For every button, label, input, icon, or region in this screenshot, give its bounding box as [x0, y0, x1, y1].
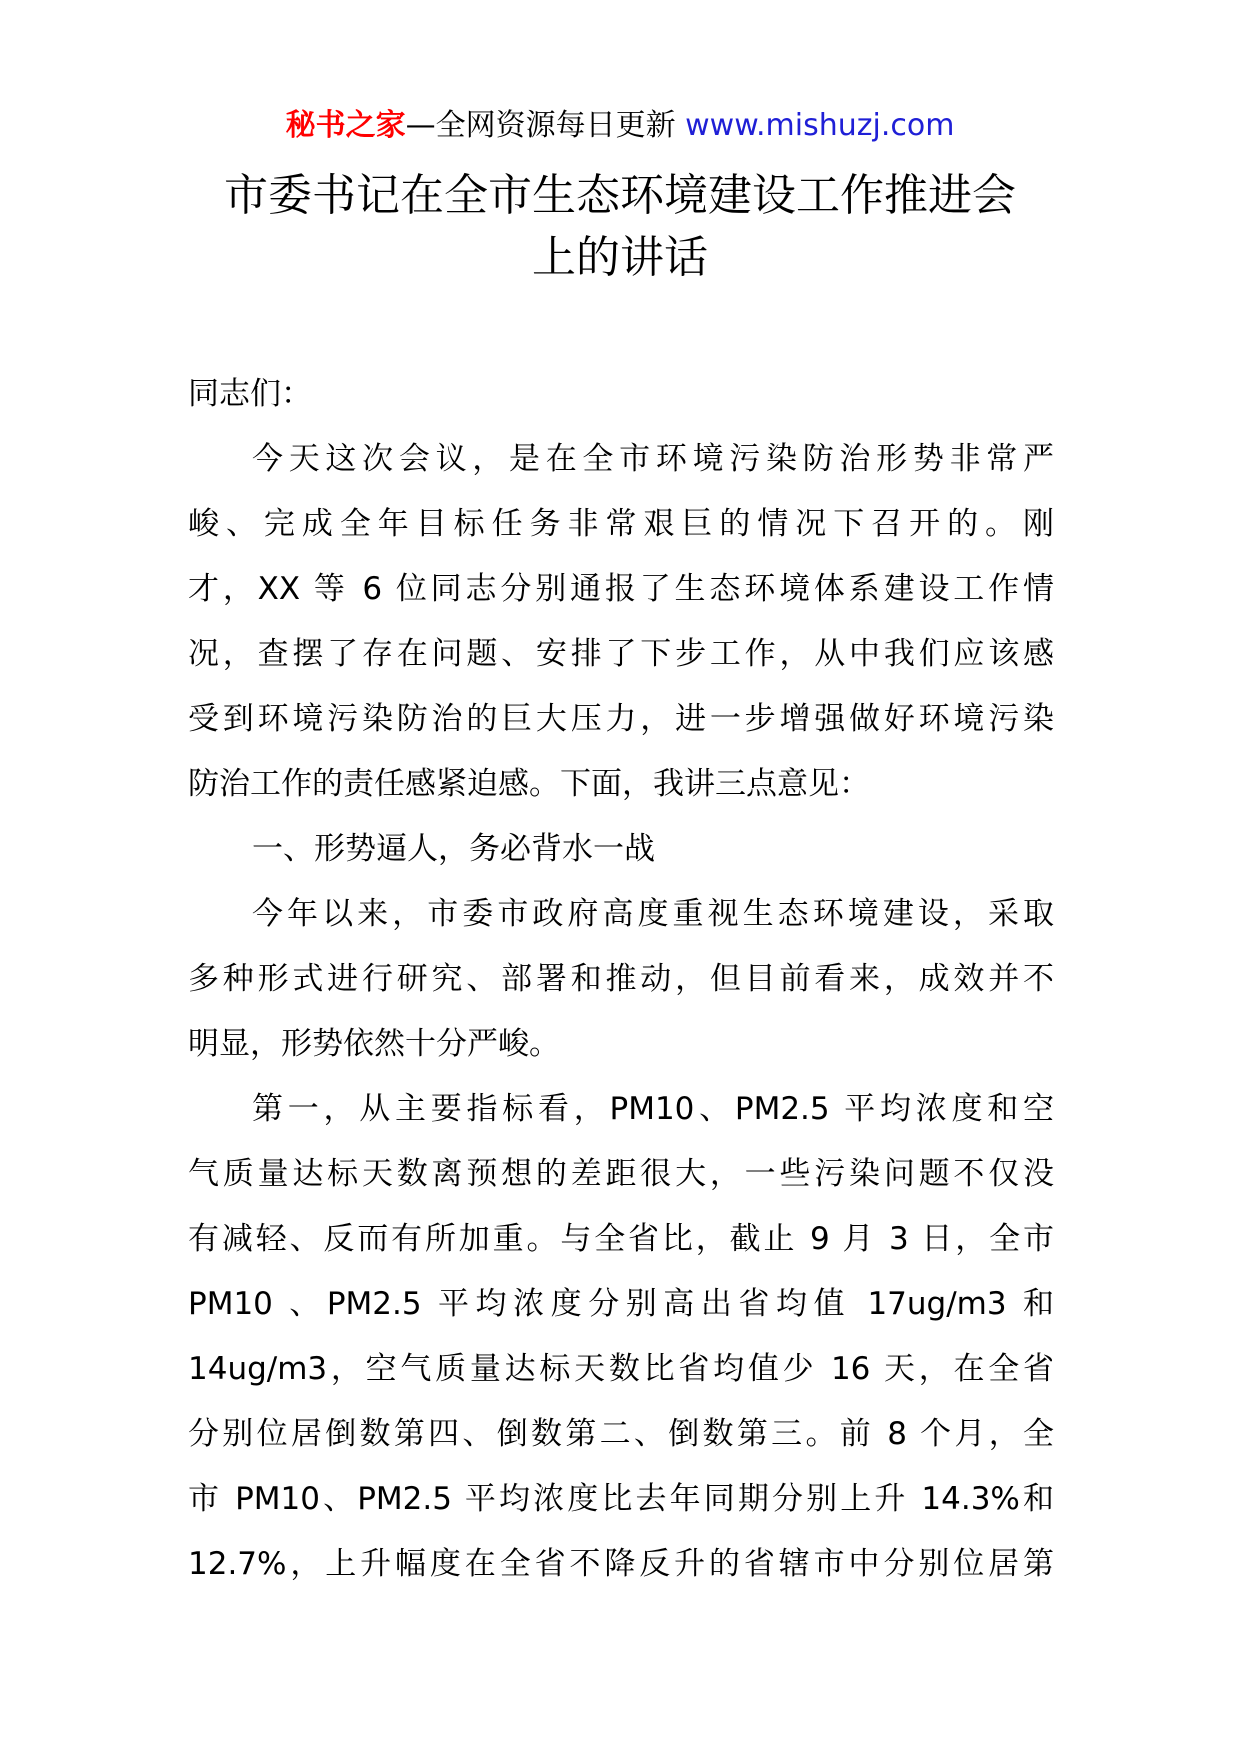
- salutation: 同志们：: [188, 376, 312, 412]
- section-heading: 一、形势逼人，务必背水一战: [252, 831, 655, 867]
- paragraph-3-line: 12.7%，上升幅度在全省不降反升的省辖市中分别位居第: [188, 1546, 1054, 1582]
- paragraph-3-line: 气质量达标天数离预想的差距很大，一些污染问题不仅没: [188, 1156, 1054, 1192]
- paragraph-2-line: 多种形式进行研究、部署和推动，但目前看来，成效并不: [188, 961, 1054, 997]
- watermark-tagline: —全网资源每日更新: [405, 108, 676, 143]
- paragraph-3-line: PM10 、PM2.5 平均浓度分别高出省均值 17ug/m3 和: [188, 1286, 1054, 1322]
- paragraph-1-line: 峻、完成全年目标任务非常艰巨的情况下召开的。刚: [188, 506, 1054, 542]
- paragraph-2-line: 明显，形势依然十分严峻。: [188, 1026, 560, 1062]
- paragraph-1-line: 受到环境污染防治的巨大压力，进一步增强做好环境污染: [188, 701, 1054, 737]
- title-line: 上的讲话: [532, 232, 708, 283]
- watermark-brand: 秘书之家: [285, 108, 406, 143]
- document-body: [188, 362, 1054, 1597]
- paragraph-3-line: 市 PM10、PM2.5 平均浓度比去年同期分别上升 14.3%和: [188, 1481, 1054, 1517]
- paragraph-3-line: 分别位居倒数第四、倒数第二、倒数第三。前 8 个月，全: [188, 1416, 1054, 1452]
- watermark-url[interactable]: www.mishuzj.com: [685, 108, 955, 143]
- paragraph-1-line: 才，XX 等 6 位同志分别通报了生态环境体系建设工作情: [188, 571, 1054, 607]
- paragraph-1-line: 况，查摆了存在问题、安排了下步工作，从中我们应该感: [188, 636, 1054, 672]
- paragraph-1-line: 今天这次会议，是在全市环境污染防治形势非常严: [252, 441, 1054, 477]
- document-title: [150, 165, 1090, 289]
- title-line: 市委书记在全市生态环境建设工作推进会: [224, 170, 1016, 221]
- paragraph-2-line: 今年以来，市委市政府高度重视生态环境建设，采取: [252, 896, 1054, 932]
- paragraph-3-line: 第一，从主要指标看，PM10、PM2.5 平均浓度和空: [252, 1091, 1054, 1127]
- paragraph-1-line: 防治工作的责任感紧迫感。下面，我讲三点意见：: [188, 766, 870, 802]
- paragraph-3-line: 14ug/m3，空气质量达标天数比省均值少 16 天，在全省: [188, 1351, 1054, 1387]
- paragraph-3-line: 有减轻、反而有所加重。与全省比，截止 9 月 3 日，全市: [188, 1221, 1054, 1257]
- site-watermark-header: [0, 106, 1240, 146]
